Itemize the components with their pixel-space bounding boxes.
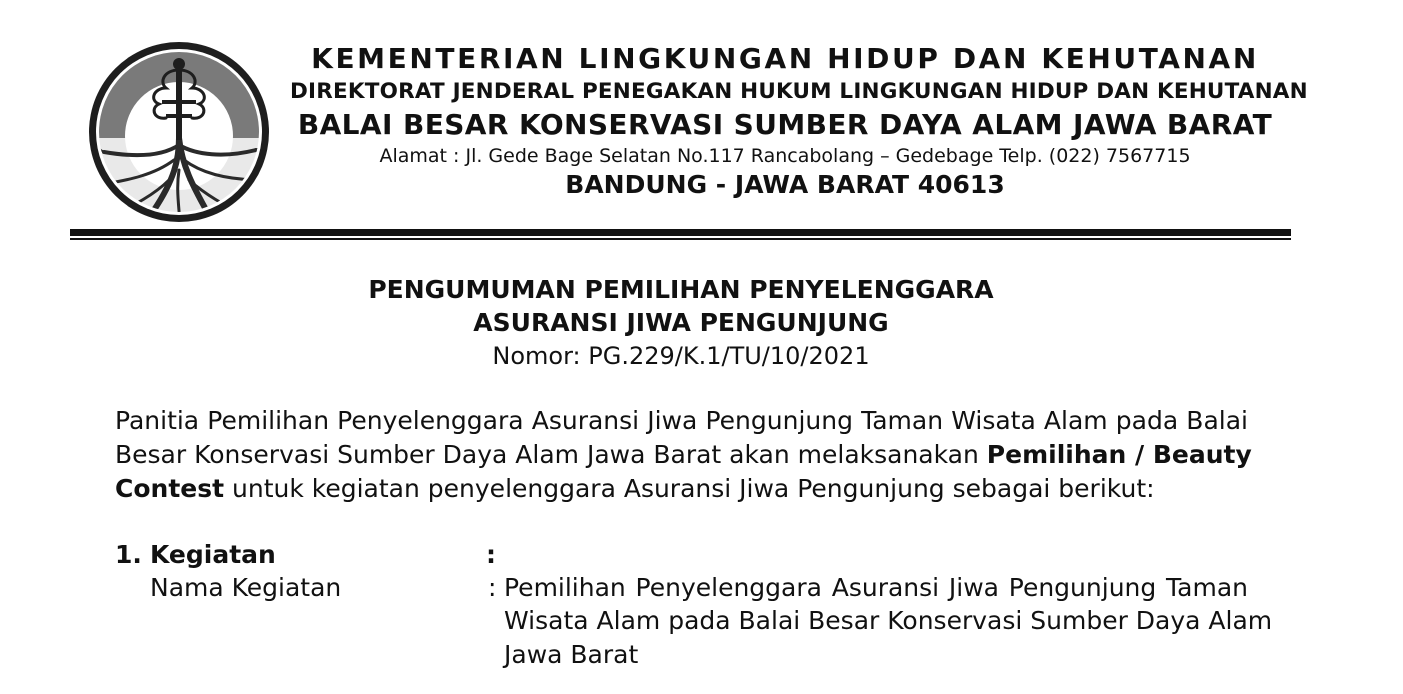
office-name: BALAI BESAR KONSERVASI SUMBER DAYA ALAM JAWA BARAT <box>297 108 1273 141</box>
title-line-2: ASURANSI JIWA PENGUNJUNG <box>473 308 889 337</box>
office-city: BANDUNG - JAWA BARAT 40613 <box>565 170 1005 199</box>
section-colon: : <box>486 540 496 569</box>
field-label-nama-kegiatan: Nama Kegiatan <box>150 573 342 602</box>
section-number: 1. <box>115 540 142 569</box>
field-value-line-2: Wisata Alam pada Balai Besar Konservasi Sumber Daya Alam <box>504 606 1273 635</box>
office-address: Alamat : Jl. Gede Bage Selatan No.117 Rancabolang – Gedebage Telp. (022) 7567715 <box>379 145 1191 167</box>
field-value-line-3: Jawa Barat <box>504 640 639 669</box>
field-colon: : <box>488 573 497 602</box>
intro-line-3 <box>115 474 1248 503</box>
field-value-line-1: Pemilihan Penyelenggara Asuransi Jiwa Pengunjung Taman <box>504 573 1248 602</box>
document-number: Nomor: PG.229/K.1/TU/10/2021 <box>492 342 870 370</box>
intro-line-2 <box>115 440 1252 469</box>
directorate-name: DIREKTORAT JENDERAL PENEGAKAN HUKUM LINGKUNGAN HIDUP DAN KEHUTANAN <box>290 79 1308 104</box>
klhk-tree-logo-icon <box>84 40 274 224</box>
intro-line-3-text: untuk kegiatan penyelenggara Asuransi Jiwa Pengunjung sebagai berikut: <box>232 474 1155 503</box>
title-line-1: PENGUMUMAN PEMILIHAN PENYELENGGARA <box>368 275 994 304</box>
letterhead-divider-thin <box>70 238 1291 240</box>
intro-line-2-bold: Pemilihan / Beauty <box>986 440 1252 469</box>
intro-line-2-text: Besar Konservasi Sumber Daya Alam Jawa Barat akan melaksanakan <box>115 440 979 469</box>
letterhead-divider-thick <box>70 229 1291 236</box>
section-label: Kegiatan <box>150 540 276 569</box>
ministry-name: KEMENTERIAN LINGKUNGAN HIDUP DAN KEHUTANAN <box>311 42 1259 75</box>
intro-line-3-bold: Contest <box>115 474 225 503</box>
intro-line-1: Panitia Pemilihan Penyelenggara Asuransi Jiwa Pengunjung Taman Wisata Alam pada Balai <box>115 406 1248 435</box>
